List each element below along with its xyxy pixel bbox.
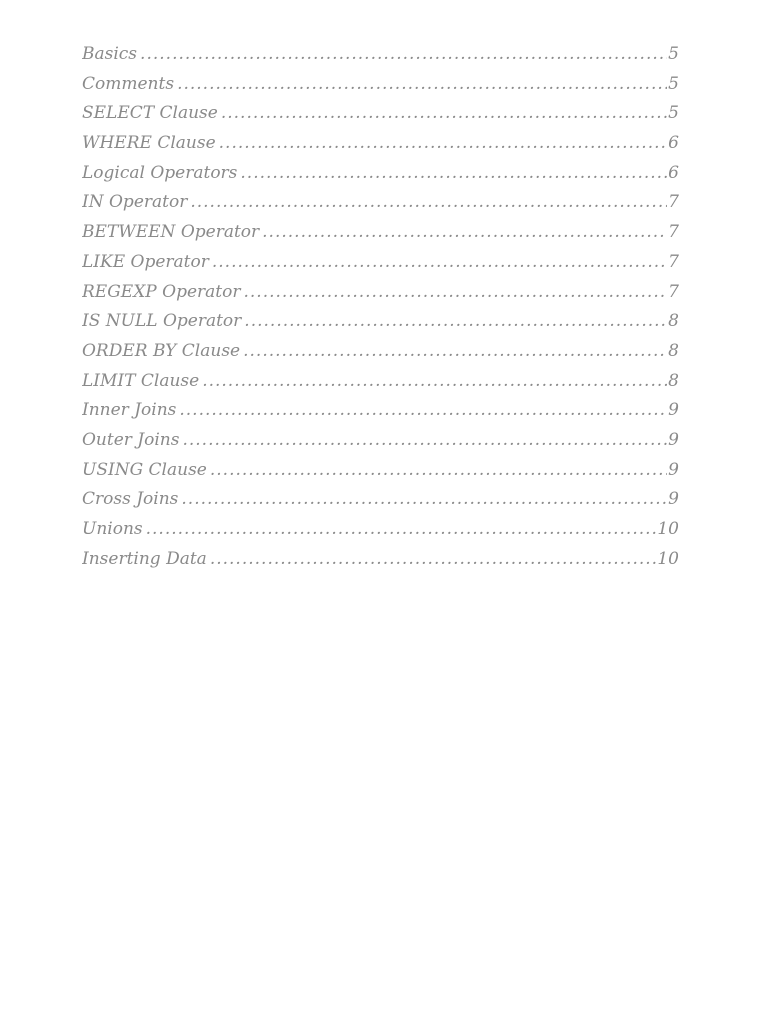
toc-entry-title: Inserting Data [82,548,207,569]
toc-entry-title: REGEXP Operator [82,281,241,302]
toc-entry-regexp-operator[interactable] [82,282,679,312]
toc-entry-inserting-data[interactable] [82,549,679,579]
toc-entry-title: BETWEEN Operator [82,222,260,243]
dot-leader [146,519,657,539]
toc-page-number: 6 [668,133,679,154]
toc-page-number: 5 [668,44,679,64]
toc-entry-title: LIKE Operator [82,251,209,272]
toc-page-number: 7 [668,222,679,243]
toc-entry-order-by-clause[interactable] [82,341,679,371]
dot-leader [182,430,667,450]
toc-entry-title: IN Operator [82,192,188,213]
toc-entry-comments[interactable] [82,74,679,104]
toc-page-number: 9 [668,459,679,480]
toc-entry-cross-joins[interactable] [82,489,679,519]
toc-page-number: 10 [657,519,679,539]
toc-page-number: 9 [668,489,679,510]
dot-leader [177,74,667,94]
dot-leader [179,400,667,420]
toc-page-number: 7 [668,281,679,302]
toc-entry-where-clause[interactable] [82,133,679,163]
dot-leader [240,163,667,183]
toc-entry-title: SELECT Clause [82,103,218,124]
toc-page-number: 9 [668,429,679,450]
toc-page-number: 7 [668,251,679,272]
toc-page-number: 6 [668,162,679,183]
toc-entry-title: Unions [82,519,143,539]
dot-leader [202,371,667,391]
toc-entry-like-operator[interactable] [82,252,679,282]
toc-page-number: 7 [668,192,679,213]
toc-entry-title: ORDER BY Clause [82,340,241,361]
toc-page-number: 10 [657,548,679,569]
toc-entry-outer-joins[interactable] [82,430,679,460]
dot-leader [210,460,667,480]
toc-entry-inner-joins[interactable] [82,400,679,430]
toc-entry-basics[interactable] [82,44,679,74]
toc-entry-title: USING Clause [82,459,207,480]
toc-entry-is-null-operator[interactable] [82,311,679,341]
toc-entry-title: Inner Joins [82,400,177,421]
dot-leader [243,341,667,361]
toc-entry-title: WHERE Clause [82,133,216,154]
dot-leader [212,252,667,272]
dot-leader [219,133,668,153]
toc-entry-logical-operators[interactable] [82,163,679,193]
dot-leader [190,192,667,212]
toc-page-number: 8 [668,370,679,391]
toc-page-number: 9 [668,400,679,421]
toc-entry-title: Outer Joins [82,429,180,450]
toc-entry-between-operator[interactable] [82,222,679,252]
dot-leader [221,103,667,123]
toc-entry-title: Basics [82,44,138,64]
toc-entry-in-operator[interactable] [82,192,679,222]
table-of-contents [82,44,679,578]
toc-entry-select-clause[interactable] [82,103,679,133]
toc-entry-limit-clause[interactable] [82,371,679,401]
toc-entry-title: Cross Joins [82,489,179,510]
toc-entry-title: Comments [82,73,175,94]
dot-leader [243,282,667,302]
toc-entry-title: LIMIT Clause [82,370,200,391]
toc-page-number: 8 [668,340,679,361]
toc-entry-unions[interactable] [82,519,679,549]
toc-page-number: 8 [668,311,679,332]
toc-page-number: 5 [668,103,679,124]
toc-page-number: 5 [668,73,679,94]
toc-entry-title: IS NULL Operator [82,311,242,332]
toc-entry-using-clause[interactable] [82,460,679,490]
dot-leader [210,549,657,569]
toc-entry-title: Logical Operators [82,162,238,183]
dot-leader [181,489,667,509]
dot-leader [244,311,667,331]
dot-leader [262,222,667,242]
dot-leader [140,44,667,64]
